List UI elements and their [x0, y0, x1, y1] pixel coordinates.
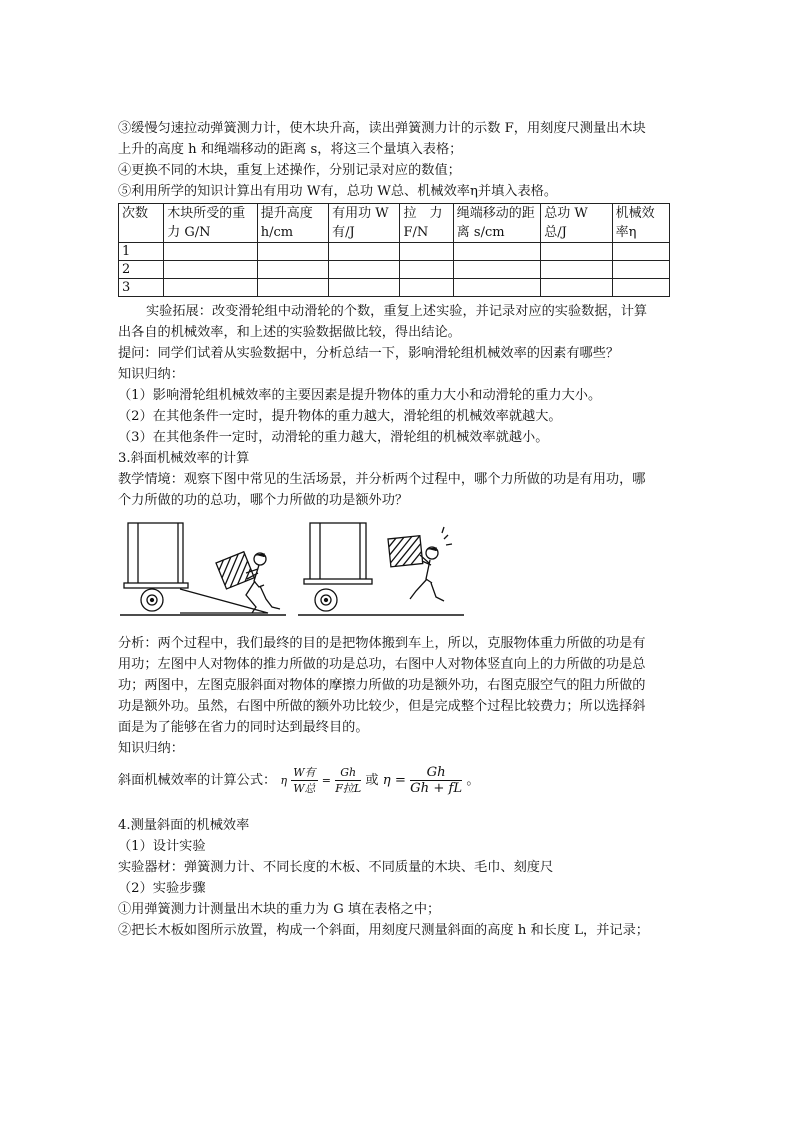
step-b: ②把长木板如图所示放置，构成一个斜面，用刻度尺测量斜面的高度 h 和长度 L，并记录； — [118, 923, 649, 938]
table-header-cell: 绳端移动的距离 s/cm — [453, 204, 540, 243]
step-4: ④更换不同的木块，重复上述操作，分别记录对应的数值； — [118, 163, 461, 178]
formula-fraction-w: $\frac{\text{W有}}{\text{W总}}$ — [293, 766, 316, 795]
table-header-cell: 次数 — [119, 204, 164, 243]
formula-fraction-gh-fl: $\frac{Gh}{Gh + fL}$ — [410, 765, 463, 796]
table-cell: 3 — [119, 279, 164, 297]
table-cell: 1 — [119, 243, 164, 261]
table-row — [119, 261, 670, 279]
summary-title-2: 知识归纳： — [118, 741, 184, 756]
analysis-line: 面是为了能够在省力的同时达到最终目的。 — [118, 720, 369, 735]
summary-item: （3）在其他条件一定时，动滑轮的重力越大，滑轮组的机械效率就越小。 — [118, 430, 549, 445]
table-header-cell: 提升高度 h/cm — [257, 204, 328, 243]
incline-efficiency-formula: 斜面机械效率的计算公式： η $\frac{\text{W有}}{\text{W总}}$ = $\frac{Gh}{\text{F拉L}}$ 或 η = $\frac{Gh}{Gh + fL}$ 。 — [118, 765, 480, 796]
summary-title: 知识归纳： — [118, 367, 184, 382]
formula-or: 或 — [365, 773, 379, 788]
extension-line2: 出各自的机械效率，和上述的实验数据做比较，得出结论。 — [118, 325, 461, 340]
scenario-line2: 个力所做的功的总功，哪个力所做的功是额外功？ — [118, 493, 409, 508]
analysis-line: 分析：两个过程中，我们最终的目的是把物体搬到车上，所以，克服物体重力所做的功是有 — [118, 636, 646, 651]
table-row — [119, 279, 670, 297]
step-3-line2: 上升的高度 h 和绳端移动的距离 s，将这三个量填入表格； — [118, 142, 463, 157]
design-heading: （1）设计实验 — [118, 839, 206, 854]
table-header-cell: 总功 W总/J — [541, 204, 612, 243]
scenario-line1: 教学情境：观察下图中常见的生活场景，并分析两个过程中，哪个力所做的功是有用功，哪 — [118, 472, 646, 487]
table-header-row — [119, 204, 670, 243]
formula-eta: η — [280, 774, 288, 787]
summary-item: （2）在其他条件一定时，提升物体的重力越大，滑轮组的机械效率就越大。 — [118, 409, 562, 424]
step-3-line1: ③缓慢匀速拉动弹簧测力计，使木块升高，读出弹簧测力计的示数 F，用刻度尺测量出木块 — [118, 121, 646, 136]
data-table — [118, 203, 670, 297]
section-4-title: 4.测量斜面的机械效率 — [118, 818, 250, 833]
table-header-cell: 有用功 W有/J — [329, 204, 400, 243]
formula-fraction-gh: $\frac{Gh}{\text{F拉L}}$ — [335, 766, 362, 795]
step-5: ⑤利用所学的知识计算出有用功 W有，总功 W总、机械效率η并填入表格。 — [118, 184, 558, 199]
steps-heading: （2）实验步骤 — [118, 881, 206, 896]
section-3-title: 3.斜面机械效率的计算 — [118, 451, 250, 466]
step-a: ①用弹簧测力计测量出木块的重力为 G 填在表格之中； — [118, 902, 441, 917]
table-header-cell: 木块所受的重力 G/N — [164, 204, 258, 243]
document-body — [118, 118, 688, 941]
right-scene-lift — [298, 523, 464, 615]
analysis-line: 用功；左图中人对物体的推力所做的功是总功，右图中人对物体竖直向上的力所做的功是总 — [118, 657, 646, 672]
truck-illustration — [118, 517, 468, 633]
illustration-pair — [118, 517, 688, 633]
table-header-cell: 机械效率η — [612, 204, 669, 243]
formula-label: 斜面机械效率的计算公式： — [118, 773, 277, 788]
question: 提问：同学们试着从实验数据中，分析总结一下，影响滑轮组机械效率的因素有哪些？ — [118, 346, 620, 361]
extension-line1: 实验拓展：改变滑轮组中动滑轮的个数，重复上述实验，并记录对应的实验数据，计算 — [146, 304, 648, 319]
equipment: 实验器材：弹簧测力计、不同长度的木板、不同质量的木块、毛巾、刻度尺 — [118, 860, 554, 875]
table-cell: 2 — [119, 261, 164, 279]
analysis-line: 功是额外功。虽然，右图中所做的额外功比较少，但是完成整个过程比较费力；所以选择斜 — [118, 699, 646, 714]
summary-item: （1）影响滑轮组机械效率的主要因素是提升物体的重力大小和动滑轮的重力大小。 — [118, 388, 602, 403]
left-scene-ramp — [120, 523, 286, 615]
analysis-line: 功；两图中，左图克服斜面对物体的摩擦力所做的功是额外功，右图克服空气的阻力所做的 — [118, 678, 646, 693]
table-header-cell: 拉 力 F/N — [400, 204, 453, 243]
table-row — [119, 243, 670, 261]
